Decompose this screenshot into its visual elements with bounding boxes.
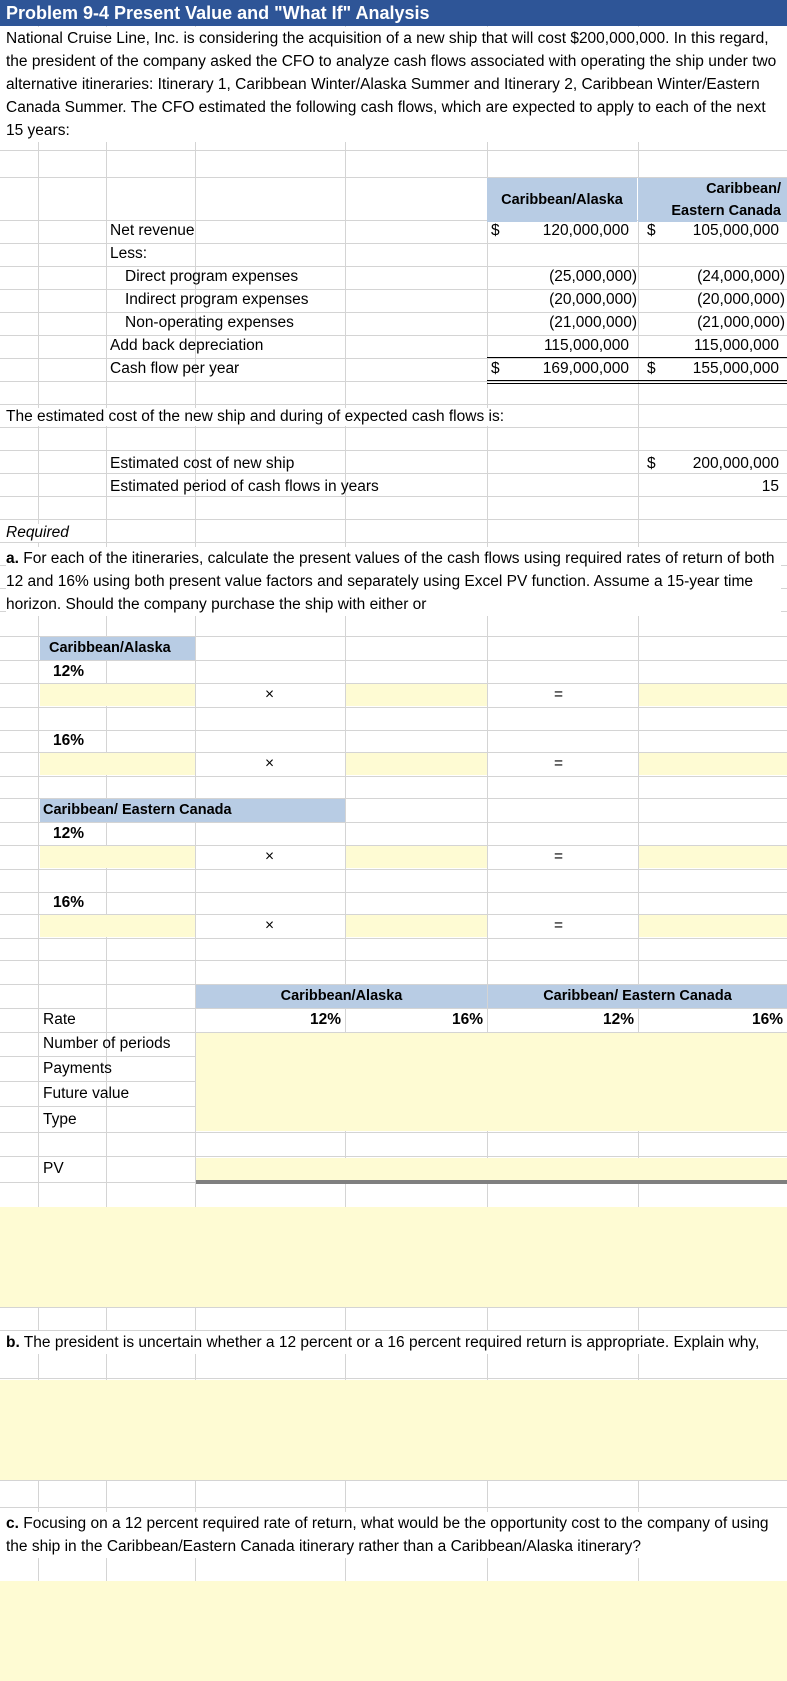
gridline [0,450,787,451]
dollar-sign: $ [647,360,656,377]
pv-result-input[interactable] [196,1158,787,1180]
period-label: Estimated period of cash flows in years [110,478,379,495]
row-label: Less: [110,245,148,262]
gridline [0,730,787,731]
question-a-letter: a. [6,550,19,567]
gridline [0,1307,787,1308]
rate-label: 16% [53,894,85,911]
input-cash-flow[interactable] [40,753,195,775]
answer-box-c[interactable] [0,1581,787,1681]
input-pv-factor[interactable] [346,846,487,868]
equals-sign: = [554,755,564,772]
cell-value: 120,000,000 [542,222,629,239]
total-double-underline-a [487,380,787,381]
gridline [0,660,787,661]
gridline [0,1008,787,1009]
cell-value: 115,000,000 [543,337,629,354]
col-header-canada-line1: Caribbean/ [706,181,781,197]
gridline [0,542,787,543]
times-sign: × [265,848,275,865]
times-sign: × [265,917,275,934]
equals-sign: = [554,917,564,934]
period-value: 15 [761,478,779,495]
question-a [6,547,781,616]
col-header-alaska: Caribbean/Alaska [487,178,637,222]
input-present-value[interactable] [639,915,787,937]
gridline [0,519,787,520]
pv-arg-label: Future value [43,1085,130,1102]
times-sign: × [265,755,275,772]
cell-value: (21,000,000) [549,314,637,331]
pv-group-header-canada: Caribbean/ Eastern Canada [488,985,787,1008]
dollar-sign: $ [647,455,656,472]
cost-intro: The estimated cost of the new ship and during of expected cash flows is: [6,408,508,426]
question-c-text: Focusing on a 12 percent required rate of return, what would be the opportunity cost to the company of using the ship in the Caribbean/Eastern Canada itinerary rather than a Caribbean/Alaska itinerary? [6,1515,769,1555]
cell-value: (21,000,000) [697,314,785,331]
col-header-canada-line2: Eastern Canada [671,203,781,219]
cell-value: 115,000,000 [693,337,779,354]
gridline [0,496,787,497]
pv-arg-label: Payments [43,1060,112,1077]
gridline [0,1378,787,1379]
input-cash-flow[interactable] [40,684,195,706]
pv-rate-header: 16% [751,1011,783,1028]
question-c [6,1512,781,1558]
gridline [0,1132,787,1133]
question-c-letter: c. [6,1515,19,1532]
dollar-sign: $ [491,360,500,377]
gridline [0,1507,787,1508]
cell-value: (20,000,000) [697,291,785,308]
cell-value: (24,000,000) [697,268,785,285]
pv-result-border [196,1180,787,1184]
sheet-title: Problem 9-4 Present Value and "What If" Analysis [0,0,787,26]
gridline [0,473,787,474]
question-b-letter: b. [6,1334,20,1351]
cell-value: (25,000,000) [549,268,637,285]
row-label: Non-operating expenses [125,314,294,331]
question-b [6,1331,781,1354]
rate-label: 12% [53,663,85,680]
equals-sign: = [554,848,564,865]
input-pv-factor[interactable] [346,753,487,775]
pv-arg-label: Type [43,1111,77,1128]
question-b-text: The president is uncertain whether a 12 percent or a 16 percent required return is appropriate. Explain why, [19,1334,760,1351]
cell-value: 105,000,000 [692,222,779,239]
cell-value: 169,000,000 [542,360,629,377]
rate-label: 12% [53,825,85,842]
pv-rate-header: 12% [309,1011,341,1028]
gridline [0,822,787,823]
section-header-alaska: Caribbean/Alaska [40,637,195,660]
times-sign: × [265,686,275,703]
cell-value: (20,000,000) [549,291,637,308]
cell-value: 155,000,000 [692,360,779,377]
pv-arg-label: Number of periods [43,1035,171,1052]
input-cash-flow[interactable] [40,846,195,868]
gridline [0,1480,787,1481]
pv-label: PV [43,1160,64,1177]
gridline [0,1156,787,1157]
required-heading: Required [6,524,73,542]
row-label: Direct program expenses [125,268,299,285]
answer-box-a[interactable] [0,1207,787,1307]
pv-arguments-input[interactable] [196,1033,787,1131]
row-label: Cash flow per year [110,360,240,377]
subtotal-underline [487,357,787,358]
input-pv-factor[interactable] [346,915,487,937]
equals-sign: = [554,686,564,703]
total-double-underline-b [487,383,787,384]
gridline [0,707,787,708]
row-label: Net revenue [110,222,195,239]
ship-cost-value: 200,000,000 [692,455,779,472]
input-cash-flow[interactable] [40,915,195,937]
dollar-sign: $ [491,222,500,239]
ship-cost-label: Estimated cost of new ship [110,455,295,472]
intro-paragraph: National Cruise Line, Inc. is considering the acquisition of a new ship that will cost $200,000,000. In this regard, the president of the company asked the CFO to analyze cash flows associated with operating the ship under two alternative itineraries: Itinerary 1, Caribbean Winter/Alaska Summer and Itinerary 2, Caribbean Winter/Eastern Canada Summer. The CFO estimated the following cash flows, which are expected to apply to each of the next 15 years: [6,27,781,142]
row-label: Indirect program expenses [125,291,309,308]
gridline [0,869,787,870]
pv-rate-header: 16% [451,1011,483,1028]
question-a-text: For each of the itineraries, calculate the present values of the cash flows using required rates of return of both 12 and 16% using both present value factors and separately using Excel PV function. Assume a 15-year time horizon. Should the company purchase the ship with either or [6,550,775,613]
rate-label: 16% [53,732,85,749]
input-present-value[interactable] [639,846,787,868]
pv-group-header-alaska: Caribbean/Alaska [196,985,487,1008]
cash-flow-table [0,150,787,382]
pv-rate-header: 12% [602,1011,634,1028]
dollar-sign: $ [647,222,656,239]
gridline [0,776,787,777]
row-label: Add back depreciation [110,337,264,354]
gridline [0,892,787,893]
gridline [0,960,787,961]
input-present-value[interactable] [639,684,787,706]
gridline [0,427,787,428]
pv-arg-label: Rate [43,1011,76,1028]
gridline [0,938,787,939]
gridline [0,404,787,405]
answer-box-b[interactable] [0,1380,787,1480]
input-present-value[interactable] [639,753,787,775]
input-pv-factor[interactable] [346,684,487,706]
col-header-canada [638,178,787,222]
section-header-canada: Caribbean/ Eastern Canada [40,799,345,822]
